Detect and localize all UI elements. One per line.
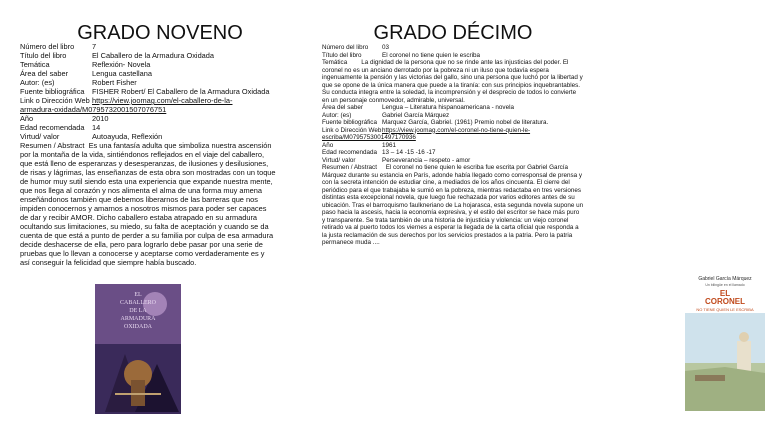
info-value: Autoayuda, Reflexión xyxy=(92,132,163,141)
info-label: Fuente bibliográfica xyxy=(322,119,377,126)
info-row xyxy=(322,52,584,60)
summary-block xyxy=(322,164,584,247)
right-book-info xyxy=(322,44,584,247)
info-value: 14 xyxy=(92,123,101,132)
info-row xyxy=(322,157,584,165)
book-cover-caballero xyxy=(95,284,181,414)
info-label: Temática xyxy=(322,59,348,66)
info-label: Número del libro xyxy=(20,42,75,51)
info-label: Edad recomendada xyxy=(322,149,377,156)
info-row xyxy=(20,51,276,60)
info-row xyxy=(20,132,276,141)
info-row xyxy=(20,114,276,123)
info-label: Autor: (es) xyxy=(322,111,352,119)
info-value: Lengua – Literatura hispanoamericana - novela xyxy=(382,104,514,111)
info-row xyxy=(322,119,584,127)
info-label: Año xyxy=(20,114,34,123)
info-value: 13 – 14 -15 -16 -17 xyxy=(382,149,436,156)
left-title: GRADO NOVENO xyxy=(77,22,243,44)
info-value: El coronel no tiene quien le escriba xyxy=(382,51,481,59)
info-label: Número del libro xyxy=(322,44,369,51)
summary-text: El coronel no tiene quien le escriba fue escrita por Gabriel García Márquez durante su estancia en París, adonde había llegado como corresponsal de prensa y con la secreta intención de estudiar cine, a mediados de los años cincuenta. El cierre del periódico para el que trabajaba le sumió en la pobreza, mientras redactaba en tres versiones distintas esta excepcional novela, que luego fue rechazada por varios editores antes de su ubicación. Tras el barroquismo faulkneriano de La hojarasca, esta segunda novela supone un paso hacia la ascesis, hacia la economía expresiva, y el estilo del escritor se hace más puro y transparente. Se trata también de una historia de injusticia y violencia: un viejo coronel retirado va al puerto todos los viernes a esperar la llegada de la carta oficial que responda a la justa reclamación de sus derechos por los servicios prestados a la patria. Pero la patria permanece muda .... xyxy=(322,164,584,246)
info-label: Virtud/ valor xyxy=(20,132,60,141)
info-label: Temática xyxy=(20,60,50,69)
info-row xyxy=(20,78,276,87)
web-link[interactable]: escriba/M0795753001497170936 xyxy=(322,134,416,141)
summary-label: Resumen / Abstract xyxy=(322,164,377,171)
book-cover-coronel xyxy=(685,271,765,411)
info-value: Robert Fisher xyxy=(92,78,137,87)
info-row xyxy=(20,69,276,78)
cover-subtitle: Un bilingüe en el llamado xyxy=(705,283,745,287)
info-value: Marquez García, Gabriel. (1961) Premio nobel de literatura. xyxy=(382,119,549,126)
info-row xyxy=(20,60,276,69)
info-row xyxy=(322,142,584,150)
info-value: La dignidad de la persona que no se rinde ante las injusticias del poder. El coronel no es un anciano derrotado por la pobreza ni un iluso que todavía espera ingenuamente la pensión y las victorias del gallo, sino una persona que luchó por la libertad y que se opone de la única manera que puede a la tiranía: con sus principios inquebrantables. Su conducta integra entre la soledad, la incomprensión y el desprecio de todos lo convierte en un personaje conmovedor, admirable, universal. xyxy=(322,59,583,104)
info-label: Título del libro xyxy=(20,51,67,60)
summary-label: Resumen / Abstract xyxy=(20,141,85,150)
info-value: Perseverancia – respeto - amor xyxy=(382,156,471,164)
info-row xyxy=(322,104,584,112)
cover-text: EL xyxy=(134,292,142,298)
cover-title: EL xyxy=(719,289,731,298)
info-label: Autor: (es) xyxy=(20,78,55,87)
info-label: Link o Dirección Web xyxy=(20,96,90,105)
info-value: 1961 xyxy=(382,141,397,149)
summary-text: Es una fantasía adulta que simboliza nuestra ascensión por la montaña de la vida, sintiéndonos reflejados en el viaje del caballero, que está lleno de esperanzas y desesperanzas, de ilusiones y desilusiones, de risas y lágrimas, las enseñanzas de esta obra son mostradas con un toque de humor muy sutil siendo esta una experiencia que expande nuestra mente, que nos llega al corazón y nos alimenta el alma de una forma muy amena enseñándonos también que debemos liberarnos de las barreras que nos impiden conocernos y amarnos a nosotros mismos para poder ser capaces de dar y recibir AMOR. Dicho caballero estaba atrapado en su armadura ocultando sus limitaciones, su miedo, su falta de aceptación y cuando se da cuenta de que está a punto de perder a su familia por culpa de esa armadura decide deshacerse de ella, pero para lograrlo debe pasar por una serie de pruebas que lo llevan a conocerse y aceptarse como verdaderamente es y así conseguir la felicidad que siempre había buscado. xyxy=(20,141,276,267)
info-row xyxy=(322,149,584,157)
info-label: Título del libro xyxy=(322,51,362,59)
info-row xyxy=(322,59,584,104)
info-label: Edad recomendada xyxy=(20,123,85,132)
cover-text: ARMADURA xyxy=(120,316,156,322)
cover-title: CORONEL xyxy=(705,297,745,306)
info-row xyxy=(322,44,584,52)
info-row xyxy=(20,123,276,132)
info-value: 03 xyxy=(382,44,390,51)
info-row xyxy=(322,112,584,120)
info-label: Área del saber xyxy=(20,69,69,78)
info-row xyxy=(322,127,584,135)
summary-block xyxy=(20,141,276,267)
info-value: Reflexión- Novela xyxy=(92,60,151,69)
info-value: FISHER Robert/ El Caballero de la Armadura Oxidada xyxy=(92,87,270,96)
info-label: Año xyxy=(322,141,334,149)
info-value: 7 xyxy=(92,42,97,51)
cover-author: Gabriel García Márquez xyxy=(698,276,752,282)
web-link[interactable]: armadura-oxidada/M0795732001507076751 xyxy=(20,105,167,114)
cover-text: CABALLERO xyxy=(120,300,156,306)
info-label: Virtud/ valor xyxy=(322,156,356,164)
info-row xyxy=(20,105,276,114)
info-row xyxy=(322,134,584,142)
info-row xyxy=(20,96,276,105)
info-value: Lengua castellana xyxy=(92,69,152,78)
web-link[interactable]: https://view.joomag.com/el-coronel-no-tiene-quien-le- xyxy=(382,126,531,134)
cover-text: DE LA xyxy=(129,308,147,314)
info-label: Link o Dirección Web xyxy=(322,126,382,134)
info-value: 2010 xyxy=(92,114,109,123)
info-label: Área del saber xyxy=(322,104,363,111)
info-value: Gabriel García Márquez xyxy=(382,111,450,119)
web-link[interactable]: https://view.joomag.com/el-caballero-de-la- xyxy=(92,96,233,105)
info-label: Fuente bibliográfica xyxy=(20,87,85,96)
info-value: El Caballero de la Armadura Oxidada xyxy=(92,51,215,60)
info-row xyxy=(20,42,276,51)
info-row xyxy=(20,87,276,96)
cover-title: NO TIENE QUIEN LE ESCRIBA xyxy=(696,307,754,312)
left-book-info xyxy=(20,42,276,267)
right-title: GRADO DÉCIMO xyxy=(373,22,533,44)
cover-text: OXIDADA xyxy=(124,324,152,330)
